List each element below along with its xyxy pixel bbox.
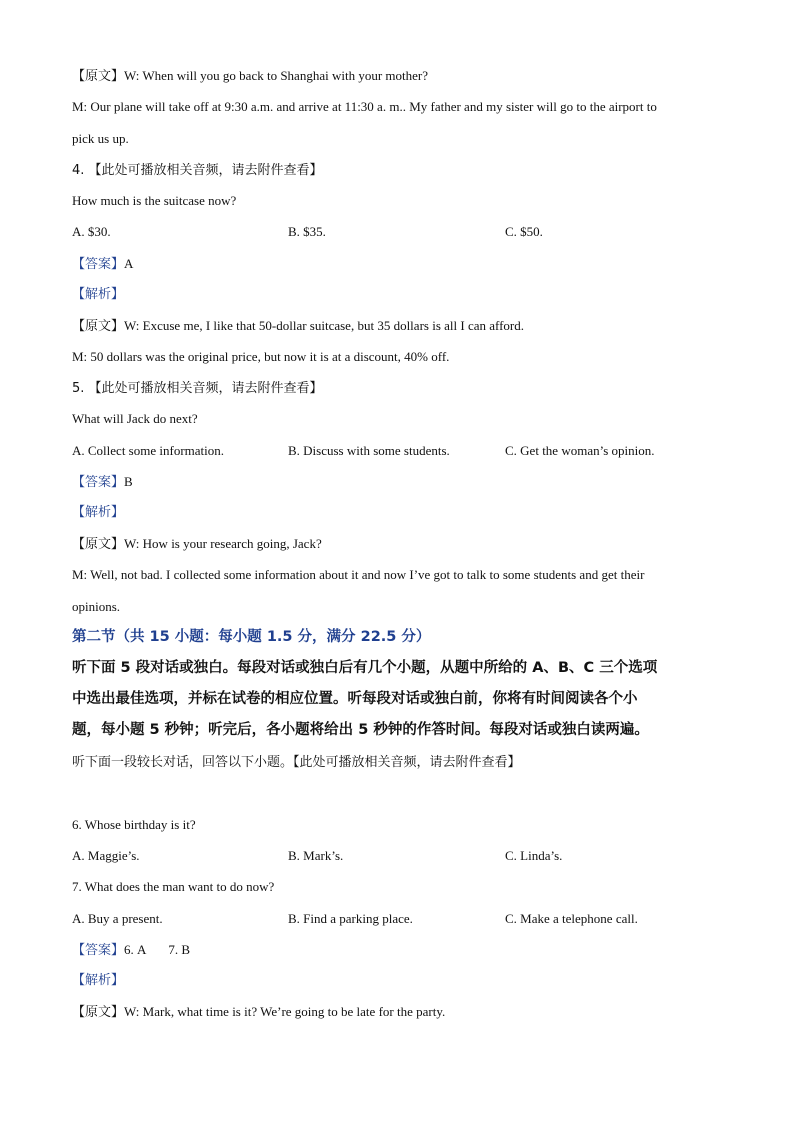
question-5-label: 5. 【此处可播放相关音频，请去附件查看】 [72, 381, 323, 396]
section-2-title: 第二节（共 15 小题：每小题 1.5 分，满分 22.5 分） [72, 629, 431, 645]
analysis-tag: 【解析】 [72, 287, 125, 302]
answer-value: A [124, 256, 134, 271]
question-4-audio[interactable] [72, 162, 323, 179]
question-5-audio[interactable] [72, 380, 323, 397]
transcript-line: pick us up. [72, 131, 129, 146]
answer-tag: 【答案】 [72, 475, 125, 490]
answer-tag: 【答案】 [72, 257, 125, 272]
section-2-instruction: 中选出最佳选项，并标在试卷的相应位置。听每段对话或独白前，你将有时间阅读各个小 [72, 691, 638, 707]
option-a: A. Maggie’s. [72, 848, 140, 863]
answer-line [72, 256, 133, 273]
transcript-line: opinions. [72, 599, 121, 614]
option-b: B. Mark’s. [288, 848, 344, 863]
option-b: B. Find a parking place. [288, 911, 413, 926]
question-4-label: 4. 【此处可播放相关音频，请去附件查看】 [72, 163, 323, 178]
answer-tag: 【答案】 [72, 943, 125, 958]
transcript-tag: 【原文】 [72, 319, 125, 334]
answer-value: 6. A 7. B [124, 942, 191, 957]
option-a: A. Buy a present. [72, 911, 163, 926]
section-2-instruction: 听下面 5 段对话或独白。每段对话或独白后有几个小题，从题中所给的 A、B、C 三个选项 [72, 660, 658, 676]
transcript-line: M: 50 dollars was the original price, but now it is at a discount, 40% off. [72, 349, 450, 364]
section-2-instruction: 题，每小题 5 秒钟；听完后，各小题将给出 5 秒钟的作答时间。每段对话或独白读两遍。 [72, 722, 649, 738]
analysis-tag: 【解析】 [72, 505, 125, 520]
option-c: C. Get the woman’s opinion. [505, 443, 655, 458]
transcript-line: M: Well, not bad. I collected some information about it and now I’ve got to talk to some students and get their [72, 567, 645, 582]
option-b: B. Discuss with some students. [288, 443, 450, 458]
transcript-line: M: Our plane will take off at 9:30 a.m. and arrive at 11:30 a. m.. My father and my sister will go to the airport to [72, 99, 657, 114]
answer-line [72, 474, 133, 491]
transcript-line: 【原文】W: When will you go back to Shanghai with your mother? [72, 68, 428, 83]
transcript-tag: 【原文】 [72, 537, 125, 552]
question-5-text: What will Jack do next? [72, 411, 198, 426]
option-a: A. $30. [72, 224, 111, 239]
analysis-tag: 【解析】 [72, 973, 125, 988]
transcript-tag: 【原文】 [72, 1005, 125, 1020]
transcript-line [72, 318, 524, 335]
transcript-line [72, 1004, 445, 1021]
transcript-text: W: How is your research going, Jack? [124, 536, 322, 551]
option-a: A. Collect some information. [72, 443, 225, 458]
question-4-text: How much is the suitcase now? [72, 193, 237, 208]
option-c: C. Make a telephone call. [505, 911, 638, 926]
answer-line [72, 942, 190, 959]
answer-value: B [124, 474, 133, 489]
option-c: C. Linda’s. [505, 848, 563, 863]
section-2-audio[interactable]: 听下面一段较长对话，回答以下小题。【此处可播放相关音频，请去附件查看】 [72, 755, 521, 770]
transcript-text: W: Excuse me, I like that 50-dollar suitcase, but 35 dollars is all I can afford. [124, 318, 525, 333]
transcript-line [72, 536, 322, 553]
option-b: B. $35. [288, 224, 326, 239]
question-6-text: 6. Whose birthday is it? [72, 817, 196, 832]
transcript-text: W: Mark, what time is it? We’re going to be late for the party. [124, 1004, 446, 1019]
option-c: C. $50. [505, 224, 543, 239]
question-7-text: 7. What does the man want to do now? [72, 879, 275, 894]
